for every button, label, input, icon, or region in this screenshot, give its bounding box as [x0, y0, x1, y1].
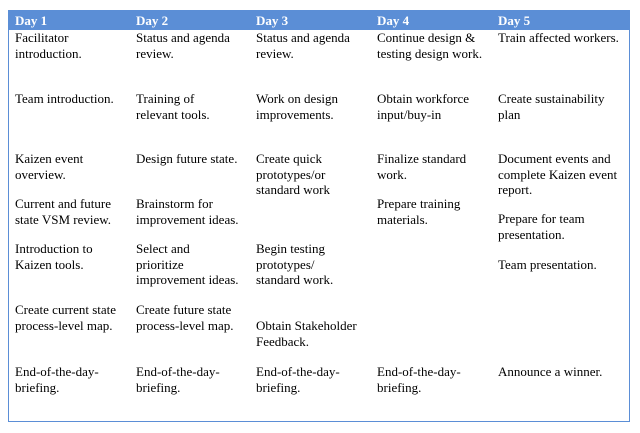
header-day-2: Day 2	[136, 13, 169, 28]
day-2-entry: Create future state process-level map.	[136, 302, 234, 333]
day-1-entry: Introduction to Kaizen tools.	[15, 241, 93, 272]
day-1-entry: Create current state process-level map.	[15, 302, 117, 333]
day-4-entry: End-of-the-day- briefing.	[377, 364, 461, 395]
day-4-entry: Continue design & testing design work.	[377, 30, 483, 61]
header-day-1: Day 1	[15, 13, 48, 28]
day-2-entry: Brainstorm for improvement ideas.	[136, 196, 239, 227]
kaizen-schedule-table	[8, 10, 630, 422]
day-3-entry: Create quick prototypes/or standard work	[256, 151, 331, 197]
day-5-entry: Team presentation.	[498, 257, 597, 272]
day-1-entry: Team introduction.	[15, 91, 114, 106]
day-5-column	[492, 30, 629, 422]
day-3-entry: Status and agenda review.	[256, 30, 350, 61]
day-2-entry: Design future state.	[136, 151, 238, 166]
day-1-column	[9, 30, 130, 422]
header-day-3: Day 3	[256, 13, 289, 28]
day-3-column	[250, 30, 371, 422]
day-1-entry: Kaizen event overview.	[15, 151, 84, 182]
day-1-entry: Facilitator introduction.	[15, 30, 82, 61]
day-5-entry: Train affected workers.	[498, 30, 619, 45]
day-4-entry: Obtain workforce input/buy-in	[377, 91, 470, 122]
day-2-entry: Status and agenda review.	[136, 30, 230, 61]
day-4-entry: Finalize standard work.	[377, 151, 467, 182]
table-header-row	[9, 11, 629, 30]
day-4-entry: Prepare training materials.	[377, 196, 461, 227]
day-2-entry: Training of relevant tools.	[136, 91, 210, 122]
day-1-entry: End-of-the-day- briefing.	[15, 364, 99, 395]
day-1-entry: Current and future state VSM review.	[15, 196, 112, 227]
day-3-entry: Work on design improvements.	[256, 91, 338, 122]
header-day-5: Day 5	[498, 13, 531, 28]
day-2-entry: End-of-the-day- briefing.	[136, 364, 220, 395]
header-day-4: Day 4	[377, 13, 410, 28]
day-4-column	[371, 30, 492, 422]
day-2-entry: Select and prioritize improvement ideas.	[136, 241, 239, 287]
day-5-entry: Announce a winner.	[498, 364, 603, 379]
day-5-entry: Prepare for team presentation.	[498, 211, 585, 242]
day-3-entry: End-of-the-day- briefing.	[256, 364, 340, 395]
day-5-entry: Document events and complete Kaizen event report.	[498, 151, 618, 197]
day-5-entry: Create sustainability plan	[498, 91, 605, 122]
day-2-column	[130, 30, 250, 422]
day-3-entry: Obtain Stakeholder Feedback.	[256, 318, 357, 349]
day-3-entry: Begin testing prototypes/ standard work.	[256, 241, 334, 287]
